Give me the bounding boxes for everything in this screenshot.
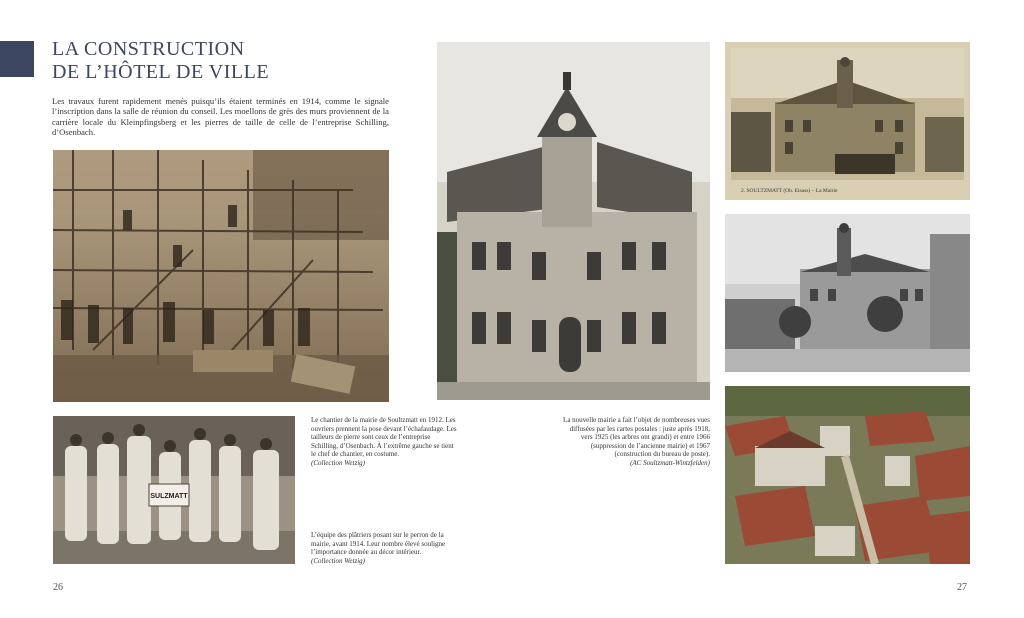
aerial-view-photo: [725, 386, 970, 564]
intro-paragraph: Les travaux furent rapidement menés puisqu’ils étaient terminés en 1914, comme le signale l’inscription dans la salle de réunion du conseil. Les moellons de grès des murs proviennent de la carrière locale du Kleinpfingsberg et les pierres de taille de celle de l’entreprise Schilling, d’Osenbach.: [52, 96, 389, 138]
postcard-1925-image: [725, 214, 970, 372]
scaffolding-photo: [53, 150, 389, 402]
caption-scaffolding: [311, 416, 459, 468]
page-number-right: 27: [957, 582, 967, 593]
caption-plasterers-text: L’équipe des plâtriers posant sur le perron de la mairie, avant 1914. Leur nombre élevé souligne l’importance donnée au décor intérieur.: [311, 531, 446, 557]
postcard-1918-image: [725, 42, 970, 200]
plasterers-photo: [53, 416, 295, 564]
postcard-label: 2. SOULTZMATT (Ob. Elsass) – La Mairie: [741, 188, 838, 194]
scaffolding-photo-image: [53, 150, 389, 402]
caption-postcards-text: La nouvelle mairie a fait l’objet de nombreuses vues diffusées par les cartes postales : juste après 1918, vers 1925 (les arbres ont grandi) et entre 1966 (suppression de l’ancienne mairie) et 1967 (construction du bureau de poste).: [563, 416, 710, 459]
caption-plasterers-credit: (Collection Wetzig): [311, 556, 365, 565]
chapter-title-line-1: LA CONSTRUCTION: [52, 38, 245, 60]
caption-postcards: [560, 416, 710, 468]
chapter-title: [52, 38, 382, 84]
plasterers-sign-text: SULZMATT: [150, 493, 188, 500]
chapter-title-line-2: DE L’HÔTEL DE VILLE: [52, 61, 270, 83]
plasterers-photo-image: [53, 416, 295, 564]
page-number-left: 26: [53, 582, 63, 593]
town-hall-photo: [437, 42, 710, 400]
caption-scaffolding-credit: (Collection Wetzig): [311, 458, 365, 467]
caption-postcards-credit: (AC Soultzmatt-Wintzfelden): [630, 458, 710, 467]
chapter-tab: [0, 41, 34, 77]
postcard-1925-photo: [725, 214, 970, 372]
caption-scaffolding-text: Le chantier de la mairie de Soultzmatt en 1912. Les ouvriers prennent la pose devant l’échafaudage. Les tailleurs de pierre sont ceux de l’entreprise Schilling, d’Osenbach. À l’extrême gauche se tient le chef de chantier, en costume.: [311, 416, 457, 459]
aerial-view-image: [725, 386, 970, 564]
caption-plasterers: [311, 531, 459, 565]
town-hall-photo-image: [437, 42, 710, 400]
postcard-1918-photo: [725, 42, 970, 200]
